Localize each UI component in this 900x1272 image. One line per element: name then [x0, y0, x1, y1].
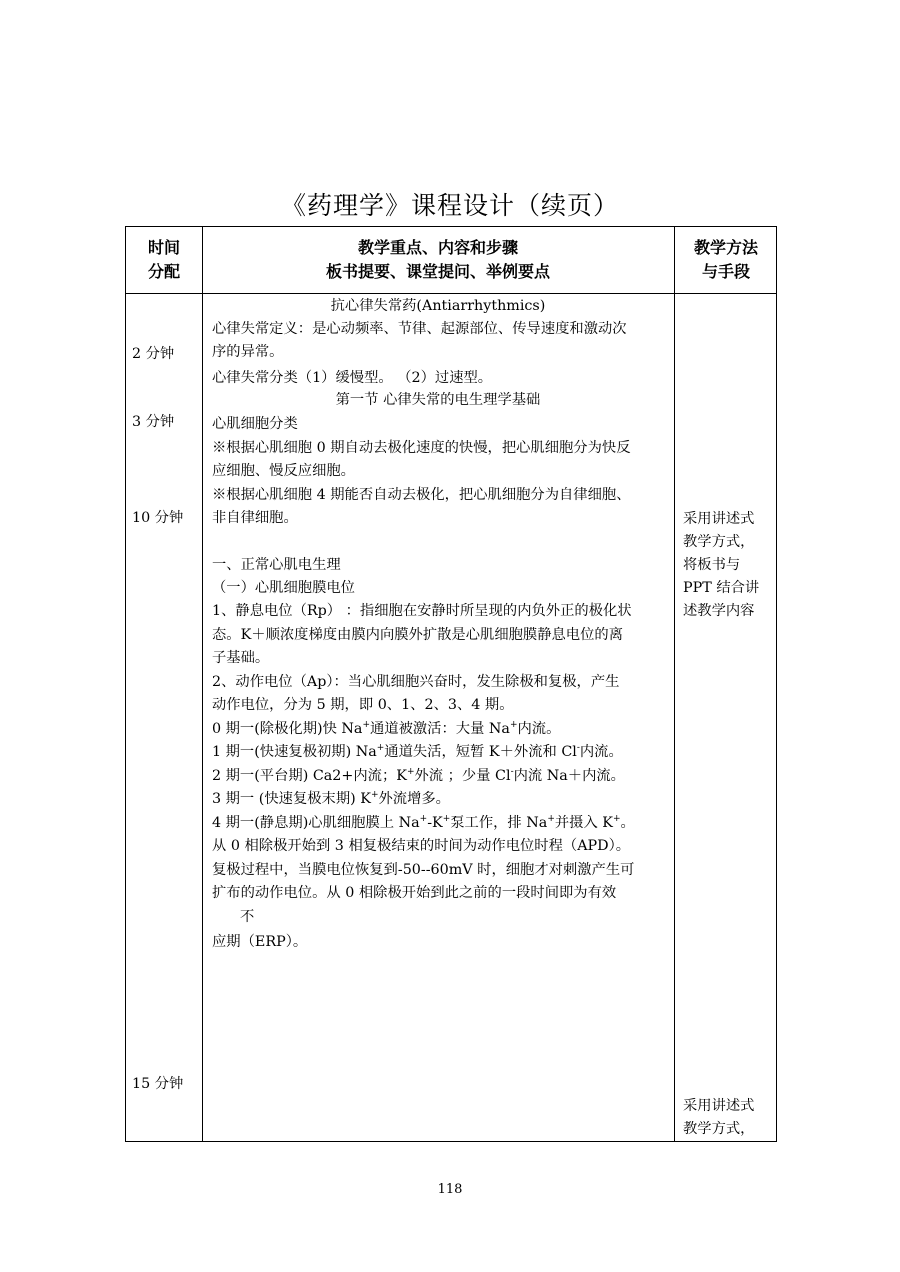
text-run: 外流 ；少量 Cl	[414, 768, 511, 784]
superscript: +	[612, 814, 621, 825]
document-title: 《药理学》课程设计（续页）	[280, 191, 619, 220]
content-line: 子基础。	[212, 650, 270, 666]
header-time-line1: 时间	[147, 238, 180, 257]
content-line: 心律失常定义：是心动频率、节律、起源部位、传导速度和激动次	[212, 321, 627, 337]
method-line: 教学方式，	[683, 1121, 755, 1137]
header-method-line2: 与手段	[701, 262, 750, 281]
text-run: 内流。	[517, 721, 561, 737]
course-design-table	[125, 226, 777, 1142]
text-run: 内流 Na＋内流。	[513, 768, 625, 784]
content-line: 态。K＋顺浓度梯度由膜内向膜外扩散是心肌细胞膜静息电位的离	[212, 627, 623, 643]
method-line: 采用讲述式	[683, 1098, 755, 1114]
time-entry: 10 分钟	[132, 510, 184, 526]
superscript: +	[442, 814, 451, 825]
header-content-line1: 教学重点、内容和步骤	[357, 238, 518, 257]
header-time-allocation	[126, 227, 202, 293]
header-content-line2: 板书提要、课堂提问、举例要点	[325, 262, 550, 281]
content-line: 复极过程中，当膜电位恢复到-50--60mV 时，细胞才对刺激产生可	[212, 862, 635, 878]
content-line: 非自律细胞。	[212, 510, 298, 526]
method-line: 将板书与	[683, 557, 741, 573]
content-line: 扩布的动作电位。从 0 相除极开始到此之前的一段时间即为有效	[212, 885, 617, 901]
superscript: -	[576, 743, 580, 754]
column-divider	[674, 227, 675, 1141]
header-time-line2: 分配	[147, 262, 180, 281]
superscript: +	[406, 767, 415, 778]
time-entry: 3 分钟	[132, 414, 175, 430]
content-line: 不	[240, 909, 255, 925]
method-line: 述教学内容	[683, 603, 755, 619]
header-method-line1: 教学方法	[693, 238, 758, 257]
content-line: （一）心肌细胞膜电位	[212, 580, 355, 596]
superscript: +	[370, 790, 379, 801]
section-heading: 抗心律失常药(Antiarrhythmics)	[330, 298, 546, 314]
method-line: 采用讲述式	[683, 511, 755, 527]
text-run: -K	[427, 815, 443, 831]
content-line	[212, 765, 625, 788]
content-line: ※根据心肌细胞 0 期自动去极化速度的快慢，把心肌细胞分为快反	[212, 440, 631, 456]
text-run: 。	[620, 815, 635, 831]
header-teaching-content	[202, 227, 674, 293]
content-line: 从 0 相除极开始到 3 相复极结束的时间为动作电位时程（APD）。	[212, 838, 631, 854]
header-teaching-method	[674, 227, 778, 293]
page-number: 118	[437, 1182, 463, 1197]
content-line: 一、正常心肌电生理	[212, 557, 341, 573]
column-divider	[202, 227, 203, 1141]
superscript: +	[547, 814, 555, 825]
content-line	[212, 718, 560, 741]
content-line: 心律失常分类（1）缓慢型。 （2）过速型。	[212, 370, 493, 386]
text-run: 通道被激活：大量 Na	[370, 721, 510, 737]
text-run: 3 期一 (快速复极末期) K	[212, 791, 371, 807]
superscript: +	[376, 743, 385, 754]
content-line: 心肌细胞分类	[212, 416, 298, 432]
superscript: -	[510, 767, 514, 778]
content-line: 应细胞、慢反应细胞。	[212, 463, 355, 479]
text-run: 2 期一(平台期) Ca2+内流；K	[212, 768, 407, 784]
content-line	[212, 788, 450, 811]
text-run: 泵工作，排 Na	[450, 815, 548, 831]
content-line	[212, 812, 635, 835]
text-run: 0 期一(除极化期)快 Na	[212, 721, 363, 737]
content-line: 序的异常。	[212, 344, 284, 360]
content-line: 应期（ERP）。	[212, 934, 308, 950]
text-run: 外流增多。	[378, 791, 450, 807]
time-entry: 2 分钟	[132, 346, 175, 362]
superscript: +	[419, 814, 428, 825]
subsection-heading: 第一节 心律失常的电生理学基础	[335, 392, 541, 408]
method-line: PPT 结合讲	[683, 580, 760, 596]
superscript: +	[509, 720, 518, 731]
content-line: ※根据心肌细胞 4 期能否自动去极化，把心肌细胞分为自律细胞、	[212, 487, 631, 503]
method-line: 教学方式，	[683, 534, 755, 550]
text-run: 并摄入 K	[554, 815, 613, 831]
text-run: 内流。	[579, 744, 623, 760]
text-run: 4 期一(静息期)心肌细胞膜上 Na	[212, 815, 420, 831]
content-line: 1、静息电位（Rp） ：指细胞在安静时所呈现的内负外正的极化状	[212, 603, 632, 619]
text-run: 1 期一(快速复极初期) Na	[212, 744, 377, 760]
content-line: 动作电位，分为 5 期，即 0、1、2、3、4 期。	[212, 697, 514, 713]
superscript: +	[362, 720, 370, 731]
content-line: 2、动作电位（Ap）：当心肌细胞兴奋时，发生除极和复极，产生	[212, 674, 620, 690]
header-divider	[126, 293, 776, 294]
time-entry: 15 分钟	[132, 1076, 184, 1092]
text-run: 通道失活，短暂 K＋外流和 Cl	[384, 744, 577, 760]
content-line	[212, 741, 623, 764]
